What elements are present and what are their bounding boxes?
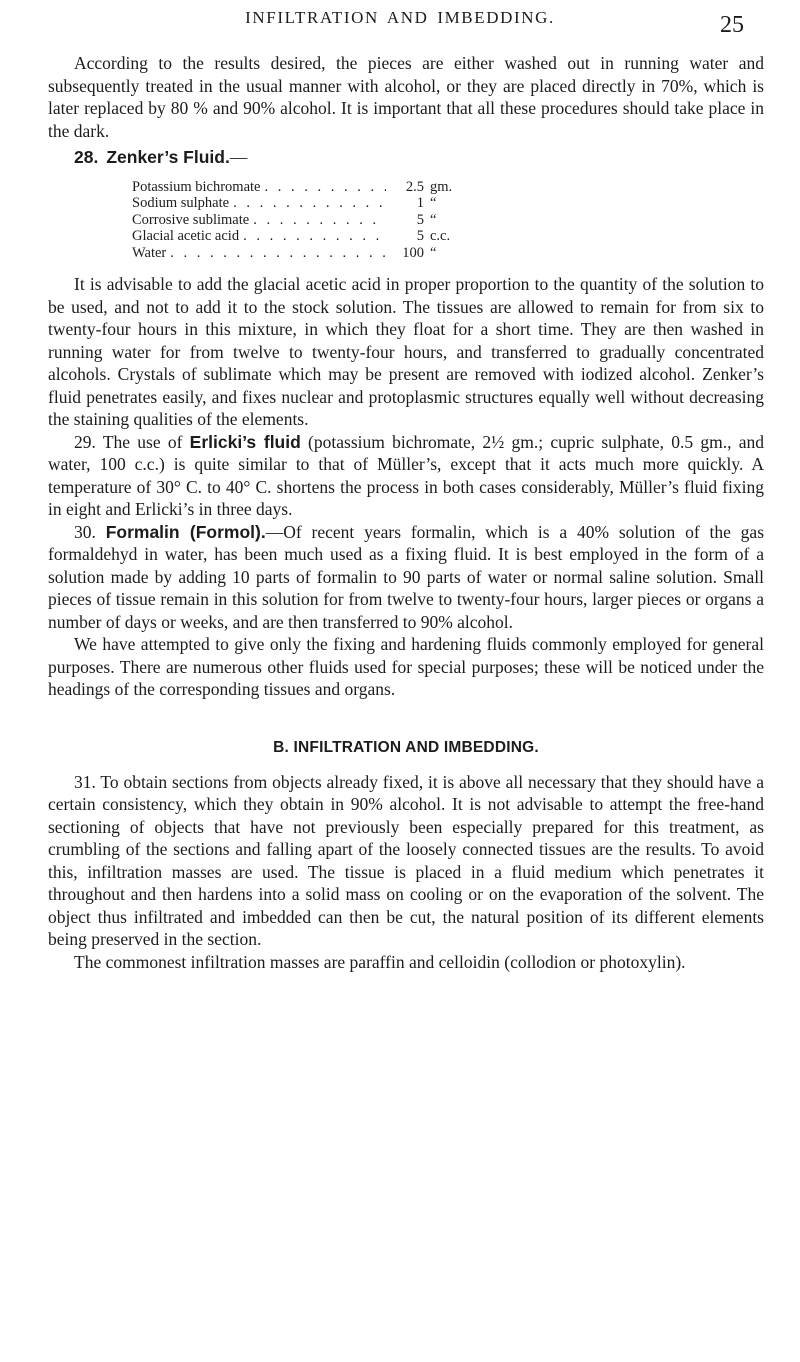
- recipe-unit: “: [430, 195, 437, 211]
- section-29-number: 29.: [74, 431, 96, 452]
- intro-paragraph: According to the results desired, the pieces are either washed out in running water and subsequently treated in the usual manner with alcohol, or they are placed directly in 70%, which is later replaced by 80 % and 90% alcohol. It is important that all these procedures should take place in the dark.: [48, 53, 764, 141]
- section-30-paragraph: [48, 521, 764, 634]
- section-28-dash: —: [229, 147, 248, 167]
- section-31-number: 31.: [74, 771, 96, 792]
- section-28-title: Zenker’s Fluid.: [106, 147, 230, 167]
- section-30-number: 30.: [74, 521, 96, 542]
- section-31-text: To obtain sections from objects already fixed, it is above all necessary that they should have a certain consistency, which they obtain in 90% alcohol. It is not advisable to attempt the free-hand sectioning of objects that have not previously been especially prepared for this treatment, as crumbling of the sections and falling apart of the loosely connected tissues are the results. To avoid this, infiltration masses are used. The tissue is placed in a fluid medium which penetrates it throughout and then hardens into a solid mass on cooling or on the evaporation of the solvent. The object thus infiltrated and imbedded can then be cut, the natural position of its different elements being preserved in the section.: [48, 771, 764, 949]
- recipe-unit: c.c.: [430, 228, 451, 244]
- leader-dots: [264, 179, 386, 196]
- recipe-quantity: 5: [416, 211, 424, 228]
- section-29-term: Erlicki’s fluid: [189, 431, 301, 452]
- section-30-term: Formalin (Formol).: [105, 521, 266, 542]
- body-text: [48, 52, 764, 973]
- recipe-quantity: 100: [402, 244, 424, 261]
- recipe-quantity: 2.5: [405, 178, 424, 195]
- section-28-number: 28.: [74, 147, 99, 167]
- recipe-row: [132, 195, 468, 212]
- recipe-row: [132, 212, 468, 229]
- running-head: [0, 8, 800, 36]
- closing-paragraph: We have attempted to give only the fixing and hardening fluids commonly employed for general purposes. There are numerous other fluids used for special purposes; these will be noticed under the headings of the corresponding tissues and organs.: [48, 634, 764, 699]
- page-number: 25: [720, 12, 744, 38]
- section-29-paragraph: [48, 431, 764, 521]
- section-28-heading: [74, 146, 764, 169]
- leader-dots: [170, 245, 386, 262]
- zenker-recipe-table: [132, 179, 468, 262]
- recipe-row: [132, 245, 468, 262]
- recipe-ingredient: Corrosive sublimate: [132, 211, 250, 228]
- section-b-heading: B. INFILTRATION AND IMBEDDING.: [273, 738, 539, 756]
- recipe-unit: “: [430, 244, 437, 261]
- recipe-quantity: 5: [416, 228, 424, 244]
- section-31-paragraph: [48, 771, 764, 951]
- section-29-lead: The use of: [102, 431, 183, 452]
- leader-dots: [243, 228, 386, 245]
- leader-dots: [253, 212, 386, 229]
- leader-dots: [233, 195, 386, 212]
- recipe-unit: gm.: [430, 178, 453, 195]
- recipe-row: [132, 179, 468, 196]
- recipe-ingredient: Sodium sulphate: [132, 195, 230, 211]
- section-28-text: It is advisable to add the glacial acetic acid in proper proportion to the quantity of the solution to be used, and not to add it to the stock solution. The tissues are allowed to remain for from six to twenty-four hours in this mixture, in which they float for a short time. They are then washed in running water for from twelve to twenty-four hours, and transferred to gradually concentrated alcohols. Crystals of sublimate which may be present are removed with iodized alcohol. Zenker’s fluid penetrates easily, and fixes nuclear and protoplasmic structures equally well without decreasing the staining qualities of the elements.: [48, 274, 764, 429]
- recipe-quantity: 1: [416, 195, 424, 211]
- section-31-paragraph-2: The commonest infiltration masses are paraffin and celloidin (collodion or photoxylin).: [74, 951, 686, 972]
- recipe-unit: “: [430, 211, 437, 228]
- recipe-ingredient: Potassium bichromate: [132, 178, 261, 195]
- recipe-row: [132, 228, 468, 245]
- section-30-text: —Of recent years formalin, which is a 40% solution of the gas formaldehyd in water, has been much used as a fixing fluid. It is best employed in the form of a solution made by adding 10 parts of formalin to 90 parts of water or normal saline solution. Small pieces of tissue remain in this solution for from twelve to twenty-four hours, larger pieces or organs a number of days or weeks, and are then transferred to 90% alcohol.: [48, 521, 765, 632]
- running-title: INFILTRATION AND IMBEDDING.: [245, 8, 555, 27]
- recipe-ingredient: Water: [132, 244, 167, 261]
- recipe-ingredient: Glacial acetic acid: [132, 228, 240, 244]
- section-29-text: (potassium bichromate, 2½ gm.; cupric sulphate, 0.5 gm., and water, 100 c.c.) is quite similar to that of Müller’s, except that it acts much more quickly. A temperature of 30° C. to 40° C. shortens the process in both cases considerably, Müller’s fluid fixing in eight and Erlicki’s in three days.: [48, 431, 765, 519]
